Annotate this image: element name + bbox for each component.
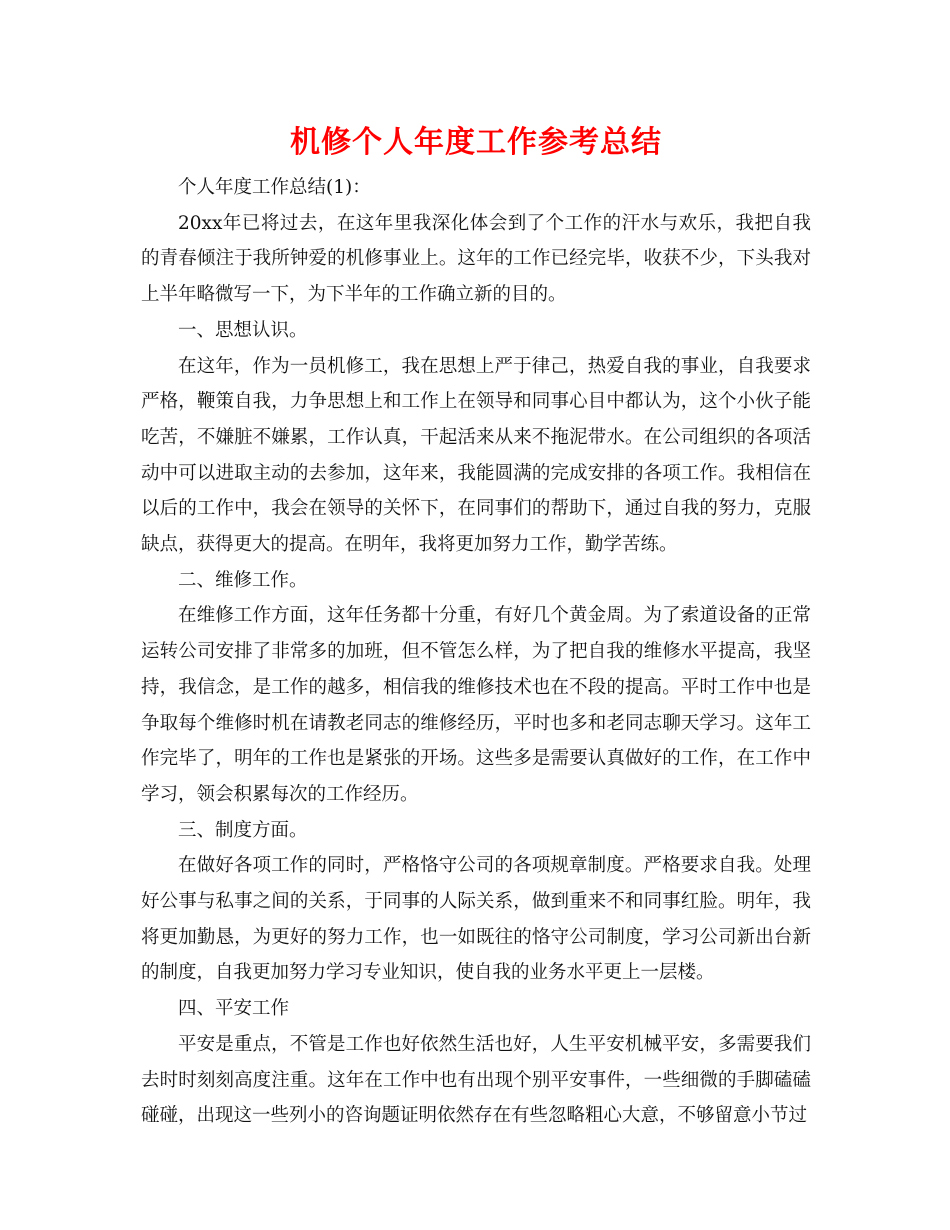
document-body [141,170,811,1134]
section-heading-maintenance: 二、维修工作。 [178,569,308,591]
section-heading-rules: 三、制度方面。 [178,819,308,841]
section-heading-safety: 四、平安工作 [178,998,290,1020]
paragraph-intro-heading: 个人年度工作总结(1)： [178,177,371,198]
document-title: 机修个人年度工作参考总结 [290,125,662,160]
paragraph-rules: 在做好各项工作的同时，严格恪守公司的各项规章制度。严格要求自我。处理好公事与私事之间的关系，于同事的人际关系，做到重来不和同事红脸。明年，我将更加勤恳，为更好的努力工作，也一如既往的恪守公司制度，学习公司新出台新的制度，自我更加努力学习专业知识，使自我的业务水平更上一层楼。 [141,855,811,984]
paragraph-intro: 20xx年已将过去，在这年里我深化体会到了个工作的汗水与欢乐，我把自我的青春倾注于我所钟爱的机修事业上。这年的工作已经完毕，收获不少，下头我对上半年略微写一下，为下半年的工作确立新的目的。 [141,212,811,306]
section-heading-thought: 一、思想认识。 [178,319,308,341]
document-page [141,118,811,1134]
paragraph-thought: 在这年，作为一员机修工，我在思想上严于律己，热爱自我的事业，自我要求严格，鞭策自我，力争思想上和工作上在领导和同事心目中都认为，这个小伙子能吃苦，不嫌脏不嫌累，工作认真，干起活来从来不拖泥带水。在公司组织的各项活动中可以进取主动的去参加，这年来，我能圆满的完成安排的各项工作。我相信在以后的工作中，我会在领导的关怀下，在同事们的帮助下，通过自我的努力，克服缺点，获得更大的提高。在明年，我将更加努力工作，勤学苦练。 [141,355,811,556]
paragraph-maintenance: 在维修工作方面，这年任务都十分重，有好几个黄金周。为了索道设备的正常运转公司安排了非常多的加班，但不管怎么样，为了把自我的维修水平提高，我坚持，我信念，是工作的越多，相信我的维修技术也在不段的提高。平时工作中也是争取每个维修时机在请教老同志的维修经历，平时也多和老同志聊天学习。这年工作完毕了，明年的工作也是紧张的开场。这些多是需要认真做好的工作，在工作中学习，领会积累每次的工作经历。 [141,605,811,805]
paragraph-safety: 平安是重点，不管是工作也好依然生活也好，人生平安机械平安，多需要我们去时时刻刻高度注重。这年在工作中也有出现个别平安事件，一些细微的手脚磕磕碰碰，出现这一些列小的咨询题证明依然存在有些忽略粗心大意，不够留意小节过 [141,1033,811,1127]
